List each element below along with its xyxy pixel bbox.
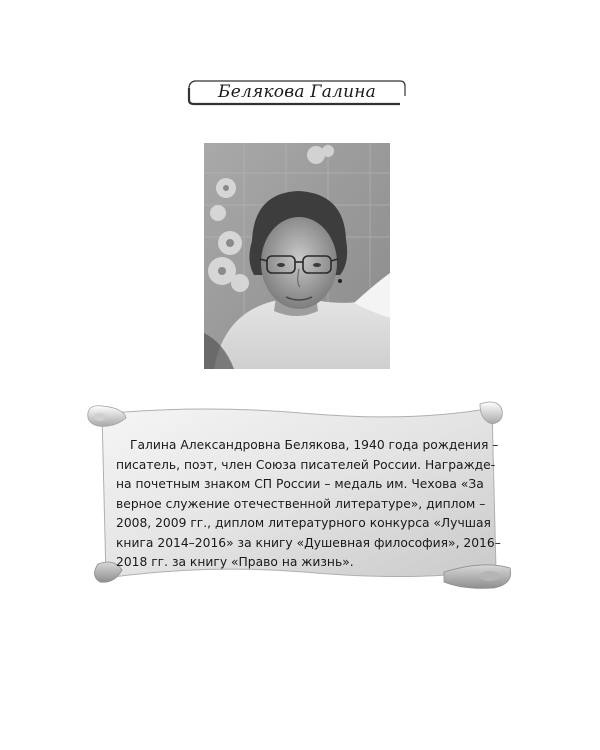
bio-line: книга 2014–2016» за книгу «Душевная философия», 2016–: [116, 535, 501, 550]
bio-line: верное служение отечественной литературе», диплом –: [116, 496, 486, 511]
author-name-banner: [186, 78, 408, 106]
bio-line: Галина Александровна Белякова, 1940 года рождения –: [130, 438, 499, 452]
author-name: Белякова Галина: [218, 82, 376, 102]
bio-line: 2018 гг. за книгу «Право на жизнь».: [116, 555, 354, 569]
portrait-image: [204, 143, 390, 369]
author-portrait-photo: [204, 143, 390, 369]
bio-line: на почетным знаком СП России – медаль им. Чехова «За: [116, 477, 484, 491]
biography-text: [116, 436, 501, 573]
bio-line: писатель, поэт, член Союза писателей России. Награжде-: [116, 457, 496, 472]
bio-line: 2008, 2009 гг., диплом литературного конкурса «Лучшая: [116, 516, 491, 530]
